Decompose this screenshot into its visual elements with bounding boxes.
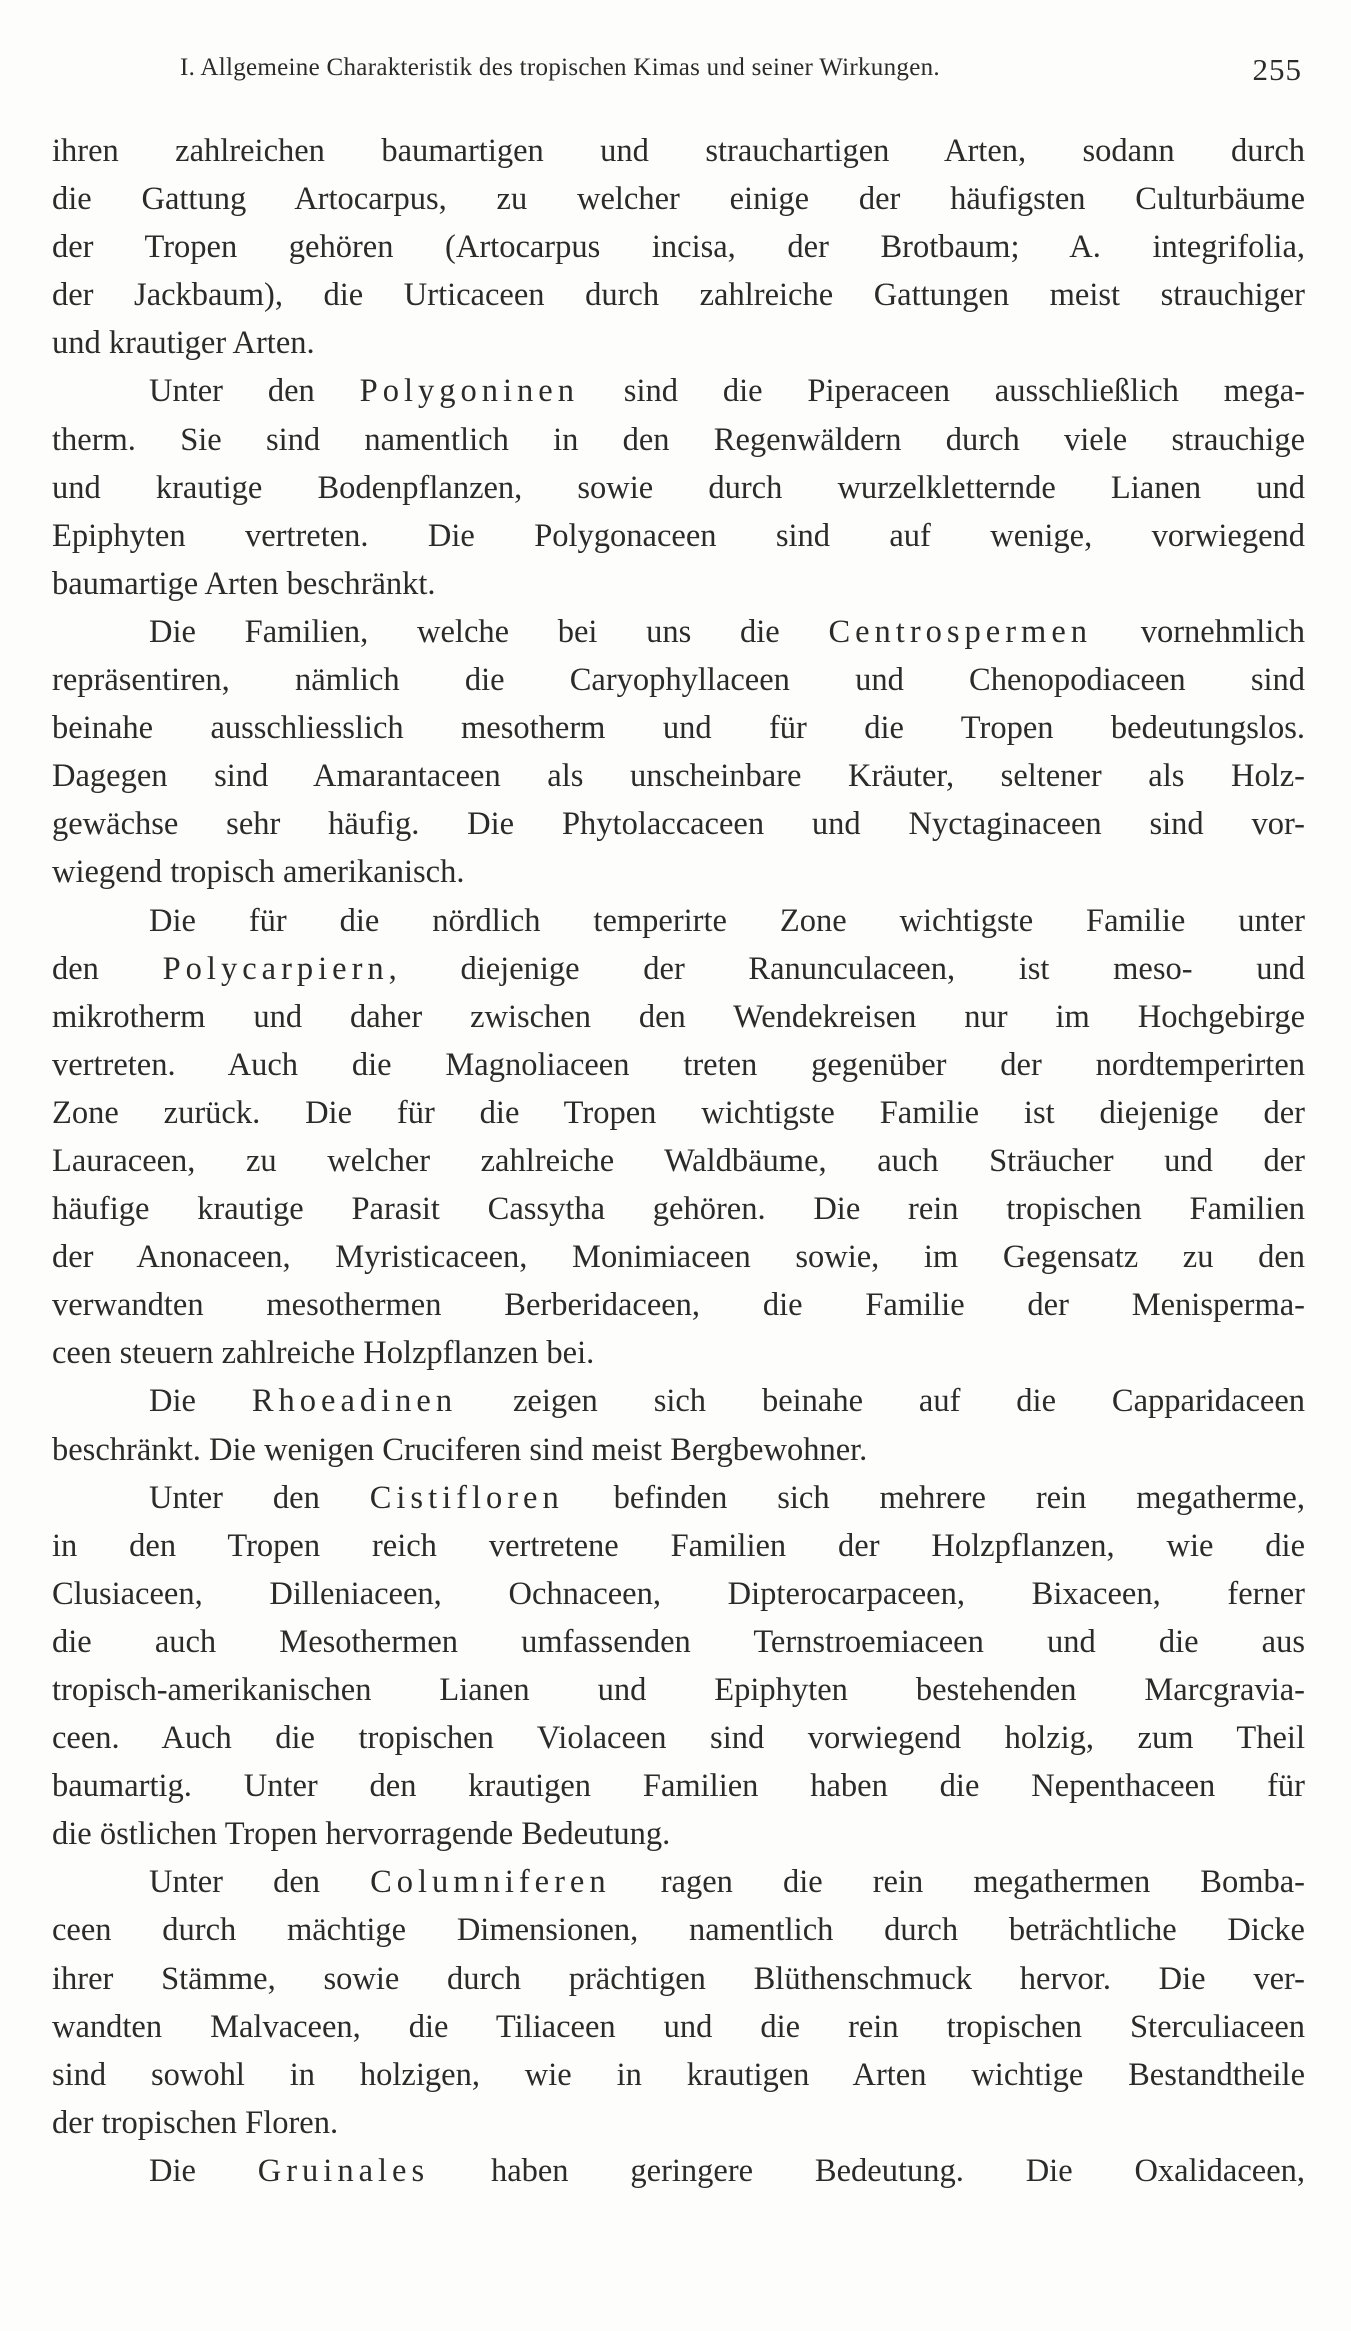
text-line: Die für die nördlich temperirte Zone wichtigste Familie unter: [149, 902, 1305, 939]
text-segment: sind die Piperaceen ausschließlich mega-: [578, 373, 1305, 410]
text-line: sind sowohl in holzigen, wie in krautigen Arten wichtige Bestandtheile: [52, 2056, 1305, 2093]
text-line: wandten Malvaceen, die Tiliaceen und die rein tropischen Sterculiaceen: [52, 2008, 1305, 2045]
text-line: beinahe ausschliesslich mesotherm und für die Tropen bedeutungslos.: [52, 710, 1305, 747]
text-line: beschränkt. Die wenigen Cruciferen sind meist Bergbewohner.: [52, 1431, 868, 1468]
text-line: Zone zurück. Die für die Tropen wichtigste Familie ist diejenige der: [52, 1094, 1305, 1131]
text-line: ihrer Stämme, sowie durch prächtigen Blüthenschmuck hervor. Die ver-: [52, 1960, 1305, 1997]
text-line: in den Tropen reich vertretene Familien der Holzpflanzen, wie die: [52, 1527, 1305, 1564]
text-line: und krautiger Arten.: [52, 325, 315, 362]
text-segment: Unter den: [149, 1864, 371, 1901]
text-line: der Anonaceen, Myristicaceen, Monimiaceen sowie, im Gegensatz zu den: [52, 1239, 1305, 1276]
text-segment: zeigen sich beinahe auf die Capparidaceen: [457, 1383, 1305, 1420]
text-line: Lauraceen, zu welcher zahlreiche Waldbäume, auch Sträucher und der: [52, 1142, 1305, 1179]
text-line: verwandten mesothermen Berberidaceen, die Familie der Menisperma-: [52, 1287, 1305, 1324]
text-segment: Unter den: [149, 1479, 370, 1516]
text-line: [52, 1377, 1305, 1425]
page-header: [180, 48, 1310, 98]
text-line: der Tropen gehören (Artocarpus incisa, der Brotbaum; A. integrifolia,: [52, 229, 1305, 266]
text-segment: haben geringere Bedeutung. Die Oxalidaceen,: [429, 2152, 1305, 2189]
text-line: und krautige Bodenpflanzen, sowie durch wurzelkletternde Lianen und: [52, 469, 1305, 506]
text-line: [52, 2147, 1305, 2195]
text-segment: Die Familien, welche bei uns die: [149, 613, 829, 650]
spaced-term: Gruinales: [257, 2152, 430, 2189]
running-head: I. Allgemeine Charakteristik des tropischen Kimas und seiner Wirkungen.: [180, 54, 940, 81]
text-segment: Die: [149, 2152, 258, 2189]
spaced-term: Rhoeadinen: [251, 1383, 458, 1420]
text-line: wiegend tropisch amerikanisch.: [52, 854, 465, 891]
text-line: ceen durch mächtige Dimensionen, namentlich durch beträchtliche Dicke: [52, 1912, 1305, 1949]
text-line: therm. Sie sind namentlich in den Regenwäldern durch viele strauchige: [52, 421, 1305, 458]
text-segment: Die: [149, 1383, 252, 1420]
text-line: Epiphyten vertreten. Die Polygonaceen sind auf wenige, vorwiegend: [52, 517, 1305, 554]
text-line: [52, 1474, 1305, 1522]
text-line: gewächse sehr häufig. Die Phytolaccaceen und Nyctaginaceen sind vor-: [52, 806, 1305, 843]
text-line: ceen. Auch die tropischen Violaceen sind vorwiegend holzig, zum Theil: [52, 1720, 1305, 1757]
spaced-term: Polygoninen: [359, 373, 579, 410]
text-line: die östlichen Tropen hervorragende Bedeutung.: [52, 1816, 671, 1853]
text-line: der Jackbaum), die Urticaceen durch zahlreiche Gattungen meist strauchiger: [52, 277, 1305, 314]
text-line: [52, 1858, 1305, 1906]
text-line: die auch Mesothermen umfassenden Ternstroemiaceen und die aus: [52, 1623, 1305, 1660]
text-line: häufige krautige Parasit Cassytha gehören. Die rein tropischen Familien: [52, 1191, 1305, 1228]
text-line: mikrotherm und daher zwischen den Wendekreisen nur im Hochgebirge: [52, 998, 1305, 1035]
text-line: baumartig. Unter den krautigen Familien haben die Nepenthaceen für: [52, 1768, 1305, 1805]
spaced-term: Centrospermen: [828, 613, 1093, 650]
text-line: baumartige Arten beschränkt.: [52, 565, 436, 602]
spaced-term: Polycarpiern: [162, 950, 389, 987]
text-line: der tropischen Floren.: [52, 2104, 339, 2141]
page-number: 255: [1252, 52, 1302, 87]
spaced-term: Columniferen: [370, 1864, 611, 1901]
text-segment: ragen die rein megathermen Bomba-: [610, 1864, 1305, 1901]
text-line: Clusiaceen, Dilleniaceen, Ochnaceen, Dipterocarpaceen, Bixaceen, ferner: [52, 1575, 1305, 1612]
text-line: [52, 608, 1305, 656]
text-line: repräsentiren, nämlich die Caryophyllaceen und Chenopodiaceen sind: [52, 662, 1305, 699]
text-segment: den: [52, 950, 163, 987]
text-segment: vornehmlich: [1092, 613, 1305, 650]
text-line: [52, 945, 1305, 993]
text-line: Dagegen sind Amarantaceen als unscheinbare Kräuter, seltener als Holz-: [52, 758, 1305, 795]
text-segment: befinden sich mehrere rein megatherme,: [563, 1479, 1305, 1516]
text-line: tropisch-amerikanischen Lianen und Epiphyten bestehenden Marcgravia-: [52, 1672, 1305, 1708]
spaced-term: Cistifloren: [369, 1479, 564, 1516]
text-line: ihren zahlreichen baumartigen und strauchartigen Arten, sodann durch: [52, 133, 1305, 169]
body-text: [52, 127, 1305, 2195]
text-segment: Unter den: [149, 373, 360, 410]
text-line: ceen steuern zahlreiche Holzpflanzen bei.: [52, 1335, 595, 1372]
text-segment: , diejenige der Ranunculaceen, ist meso- und: [388, 950, 1305, 987]
text-line: [52, 367, 1305, 415]
text-line: vertreten. Auch die Magnoliaceen treten gegenüber der nordtemperirten: [52, 1046, 1305, 1083]
text-line: die Gattung Artocarpus, zu welcher einige der häufigsten Culturbäume: [52, 181, 1305, 218]
